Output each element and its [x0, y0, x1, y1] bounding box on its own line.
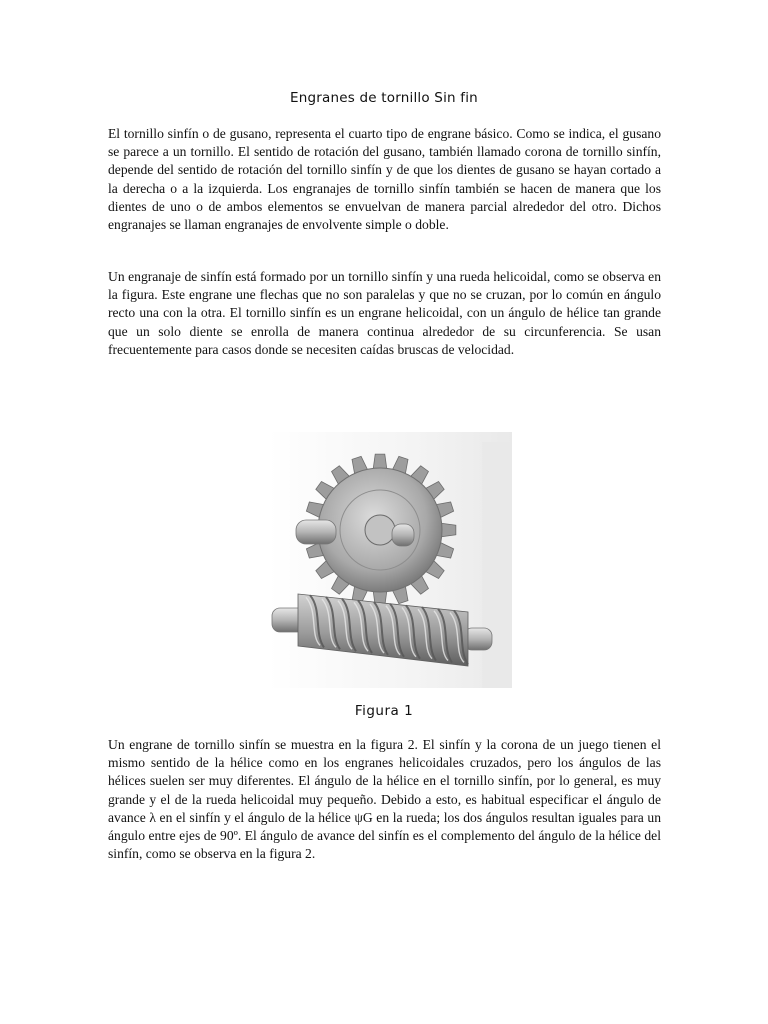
- document-title: Engranes de tornillo Sin fin: [290, 90, 478, 106]
- worm-gear-illustration: [268, 432, 512, 688]
- paragraph-intro: El tornillo sinfín o de gusano, representa el cuarto tipo de engrane básico. Como se indica, el gusano se parece a un tornillo. El sentido de rotación del gusano, también llamado corona de tornillo sinfín, depende del sentido de rotación del tornillo sinfín y de que los dientes de gusano se hayan cortado a la derecha o a la izquierda. Los engranajes de tornillo sinfín también se hacen de manera que los dientes de uno o de ambos elementos se envuelvan de manera parcial alrededor del otro. Dichos engranajes se llaman engranajes de envolvente simple o doble.: [108, 126, 661, 233]
- figure-caption: Figura 1: [354, 703, 414, 719]
- paragraph-figure-2: Un engrane de tornillo sinfín se muestra en la figura 2. El sinfín y la corona de un juego tienen el mismo sentido de la hélice como en los engranes helicoidales cruzados, pero los ángulos de las hélices suelen ser muy diferentes. El ángulo de la hélice en el tornillo sinfín, por lo general, es muy grande y el de la rueda helicoidal muy pequeño. Debido a esto, es habitual especificar el ángulo de avance λ en el sinfín y el ángulo de la hélice ψG en la rueda; los dos ángulos resultan iguales para un ángulo entre ejes de 90º. El ángulo de avance del sinfín es el complemento del ángulo de la hélice del sinfín, como se observa en la figura 2.: [108, 737, 661, 862]
- paragraph-description: Un engranaje de sinfín está formado por un tornillo sinfín y una rueda helicoidal, como se observa en la figura. Este engrane une flechas que no son paralelas y que no se cruzan, por lo común en ángulo recto una con la otra. El tornillo sinfín es un engrane helicoidal, con un ángulo de hélice tan grande que un solo diente se enrolla de manera continua alrededor de su circunferencia. Se usan frecuentemente para casos donde se necesiten caídas bruscas de velocidad.: [108, 269, 661, 357]
- worm-gear-figure: [268, 432, 512, 688]
